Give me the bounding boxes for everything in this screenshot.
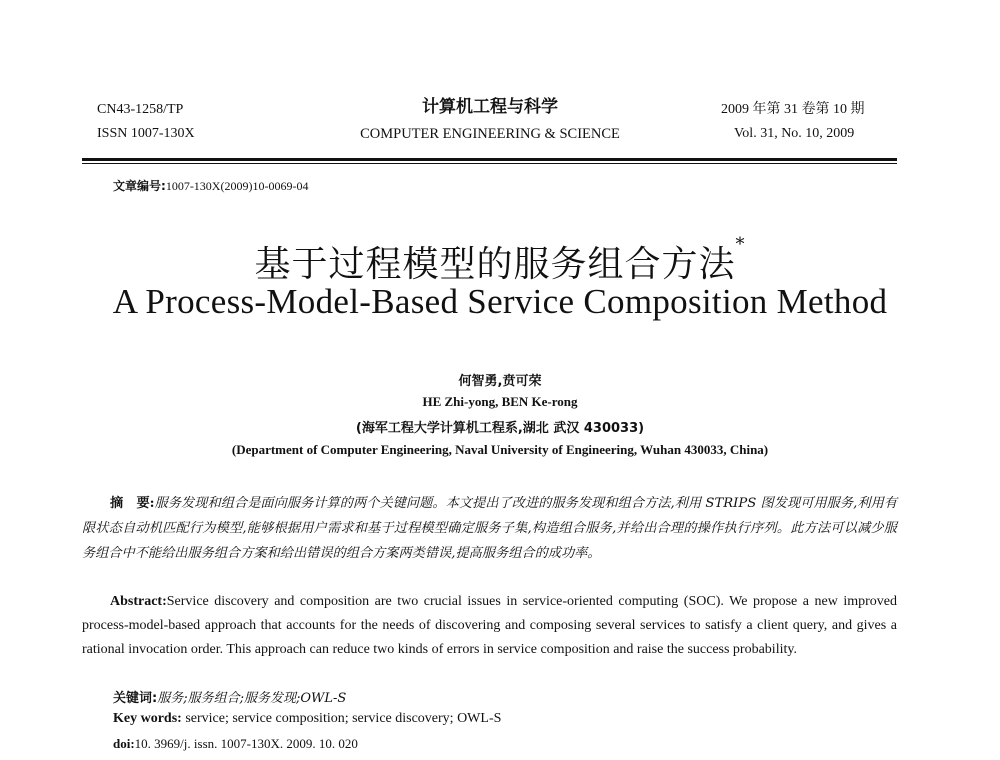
abstract-cn-text: 服务发现和组合是面向服务计算的两个关键问题。本文提出了改进的服务发现和组合方法,利用 STRIPS 图发现可用服务,利用有限状态自动机匹配行为模型,能够根据用户需求和基于过程模型确定服务子集,构造组合服务,并给出合理的操作执行序列。此方法可以减少服务组合中不能给出服务组合方案和给出错误的组合方案两类错误,提高服务组合的成功率。 [82, 496, 898, 561]
article-number-label: 文章编号: [113, 179, 166, 193]
issue-en: Vol. 31, No. 10, 2009 [734, 126, 855, 141]
cn-code: CN43-1258/TP [97, 102, 184, 117]
journal-title-en: COMPUTER ENGINEERING & SCIENCE [360, 126, 620, 142]
keywords-en [113, 711, 501, 727]
doi [113, 736, 358, 752]
keywords-en-label: Key words: [113, 711, 182, 726]
article-number [113, 177, 308, 194]
abstract-en-label: Abstract: [110, 594, 167, 609]
doi-text: 10. 3969/j. issn. 1007-130X. 2009. 10. 020 [134, 736, 358, 751]
header-rule-thin [82, 163, 897, 164]
keywords-cn [113, 687, 346, 706]
title-cn-text: 基于过程模型的服务组合方法 [254, 244, 736, 285]
abstract-en [82, 590, 897, 662]
title-cn [0, 236, 1000, 287]
title-en: A Process-Model-Based Service Composition Method [112, 282, 888, 321]
keywords-en-text: service; service composition; service discovery; OWL-S [185, 711, 502, 726]
abstract-en-text: Service discovery and composition are two crucial issues in service-oriented computing (SOC). We propose a new improved process-model-based approach that accounts for the needs of discovering and composing several services to satisfy a client query, and gives a rational invocation order. This approach can reduce two kinds of errors in service composition and raise the success probability. [82, 594, 897, 657]
doi-label: doi: [113, 736, 135, 751]
article-number-value: 1007-130X(2009)10-0069-04 [165, 179, 309, 193]
abstract-cn [82, 491, 897, 566]
keywords-cn-label: 关键词: [113, 691, 158, 706]
affiliation-en: (Department of Computer Engineering, Naval University of Engineering, Wuhan 430033, China) [231, 442, 769, 457]
keywords-cn-text: 服务;服务组合;服务发现;OWL-S [157, 691, 347, 706]
authors-en: HE Zhi-yong, BEN Ke-rong [422, 394, 578, 409]
issue-cn: 2009 年第 31 卷第 10 期 [721, 102, 865, 117]
title-footnote-mark: * [735, 234, 746, 255]
journal-title-cn: 计算机工程与科学 [422, 97, 558, 117]
header-rule-thick [82, 158, 897, 161]
authors-cn: 何智勇,贲可荣 [458, 374, 542, 389]
issn: ISSN 1007-130X [97, 126, 195, 141]
abstract-cn-label: 摘 要: [110, 496, 155, 511]
affiliation-cn: (海军工程大学计算机工程系,湖北 武汉 430033) [355, 421, 645, 436]
